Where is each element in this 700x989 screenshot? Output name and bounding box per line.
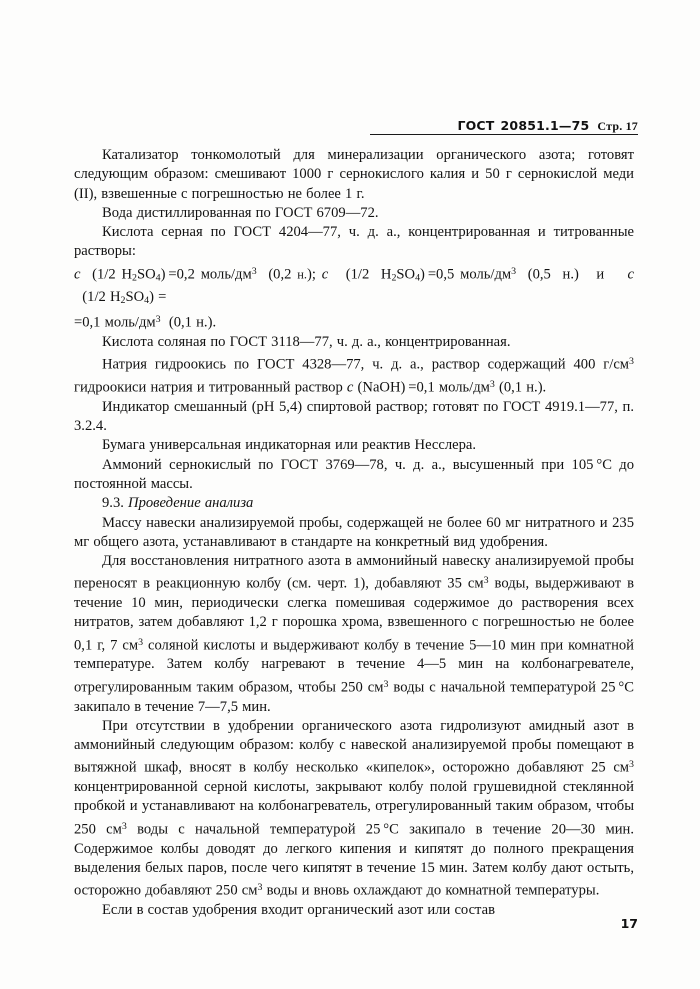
formula-symbol-c1: c [74,266,81,283]
header-divider [370,134,638,135]
paragraph-nitrate-reduction: Для восстановления нитратного азота в аммонийный навеску анализируемой пробы переносят в реакционную колбу (см. черт. 1), добавляют 35 $см^3$ воды, выдерживают в течение 10 мин, периодически слегка помешивая содержимое до растворения всех нитратов, затем добавляют 1,2 г порошка хрома, взвешенного с погрешностью не более 0,1 г, 7 $см^3$ соляной кислоты и выдерживают колбу в течение 5—10 мин при комнатной температуре. Затем колбу нагревают в течение 4—5 мин на колбонагревателе, отрегулированным таким образом, чтобы 250 $см^3$ воды с начальной температурой 25 °С закипало в течение 7—7,5 мин. [74,553,635,715]
paragraph-indicator: Индикатор смешанный (рН 5,4) спиртовой раствор; готовят по ГОСТ 4919.1—77, п. 3.2.4. [74,398,634,435]
paragraph-sulfuric-acid-text: Кислота серная по ГОСТ 4204—77, ч. д. а., концентрированная и титрованные растворы: [74,224,634,260]
formula-sulfuric-line-2: =0,1 моль/$дм^3$ (0,1 н.). [74,314,217,331]
formula-symbol-c2: c [321,266,329,283]
paragraph-indicator-paper: Бумага универсальная индикаторная или реактив Несслера. [102,437,477,454]
section-heading [74,494,634,513]
page-header [457,118,638,134]
document-body [74,146,634,920]
standard-label: ГОСТ [457,118,495,133]
paragraph-hydrochloric-acid: Кислота соляная по ГОСТ 3118—77, ч. д. а., концентрированная. [102,333,511,350]
page-number: 17 [620,916,638,931]
formula-sulfuric-line-1: c (1/2 $H_2SO_4) =0,2$ моль/$дм^3$ (0,2 н.); c (1/2 $H_2SO_4) =0,5$ моль/$дм^3$ (0,5 н.) и c (1/2 $H_2SO_4$) = [74,265,634,306]
paragraph-water: Вода дистиллированная по ГОСТ 6709—72. [102,204,379,221]
standard-number: 20851.1—75 [500,118,590,133]
page-reference: Стр. 17 [597,119,638,133]
paragraph-ammonium-sulfate: Аммоний сернокислый по ГОСТ 3769—78, ч. д. а., высушенный при 105 °С до постоянной массы. [74,456,634,492]
paragraph-sample-mass: Массу навески анализируемой пробы, содержащей не более 60 мг нитратного и 235 мг общего азота, устанавливают в стандарте на конкретный вид удобрения. [74,514,634,550]
paragraph-sulfuric-acid [74,223,634,262]
formula-symbol-c3: c [627,266,634,283]
section-number: 9.3. [102,495,124,512]
formula-symbol-c-naoh: c [346,379,354,396]
paragraph-catalyst: Катализатор тонкомолотый для минерализации органического азота; готовят следующим образом: смешивают 1000 г сернокислого калия и 50 г сернокислой меди (II), взвешенные с погрешностью не более 1 г. [74,147,634,202]
section-title: Проведение анализа [128,495,254,512]
paragraph-sodium-hydroxide: Натрия гидроокись по ГОСТ 4328—77, ч. д. а., раствор содержащий 400 $г/см^3$ гидроокиси натрия и титрованный раствор c (NaOH) =0,1 моль/$дм^3$ (0,1 н.). [74,356,634,396]
paragraph-amide-hydrolysis: При отсутствии в удобрении органического азота гидролизуют амидный азот в аммонийный следующим образом: колбу с навеской анализируемой пробы помещают в вытяжной шкаф, вносят в колбу несколько «кипелок», осторожно добавляют 25 $см^3$ концентрированной серной кислоты, закрывают колбу полой грушевидной стеклянной пробкой и устанавливают на колбонагреватель, отрегулированный таким образом, чтобы 250 $см^3$ воды с начальной температурой 25 °С закипало в течение 20—30 мин. Содержимое колбы доводят до легкого кипения и кипятят до полного прекращения выделения белых паров, после чего кипятят в течение 15 мин. Затем колбу дают остыть, осторожно добавляют 250 $см^3$ воды и вновь охлаждают до комнатной температуры. [74,717,634,899]
paragraph-continuation: Если в состав удобрения входит органический азот или состав [102,901,495,918]
